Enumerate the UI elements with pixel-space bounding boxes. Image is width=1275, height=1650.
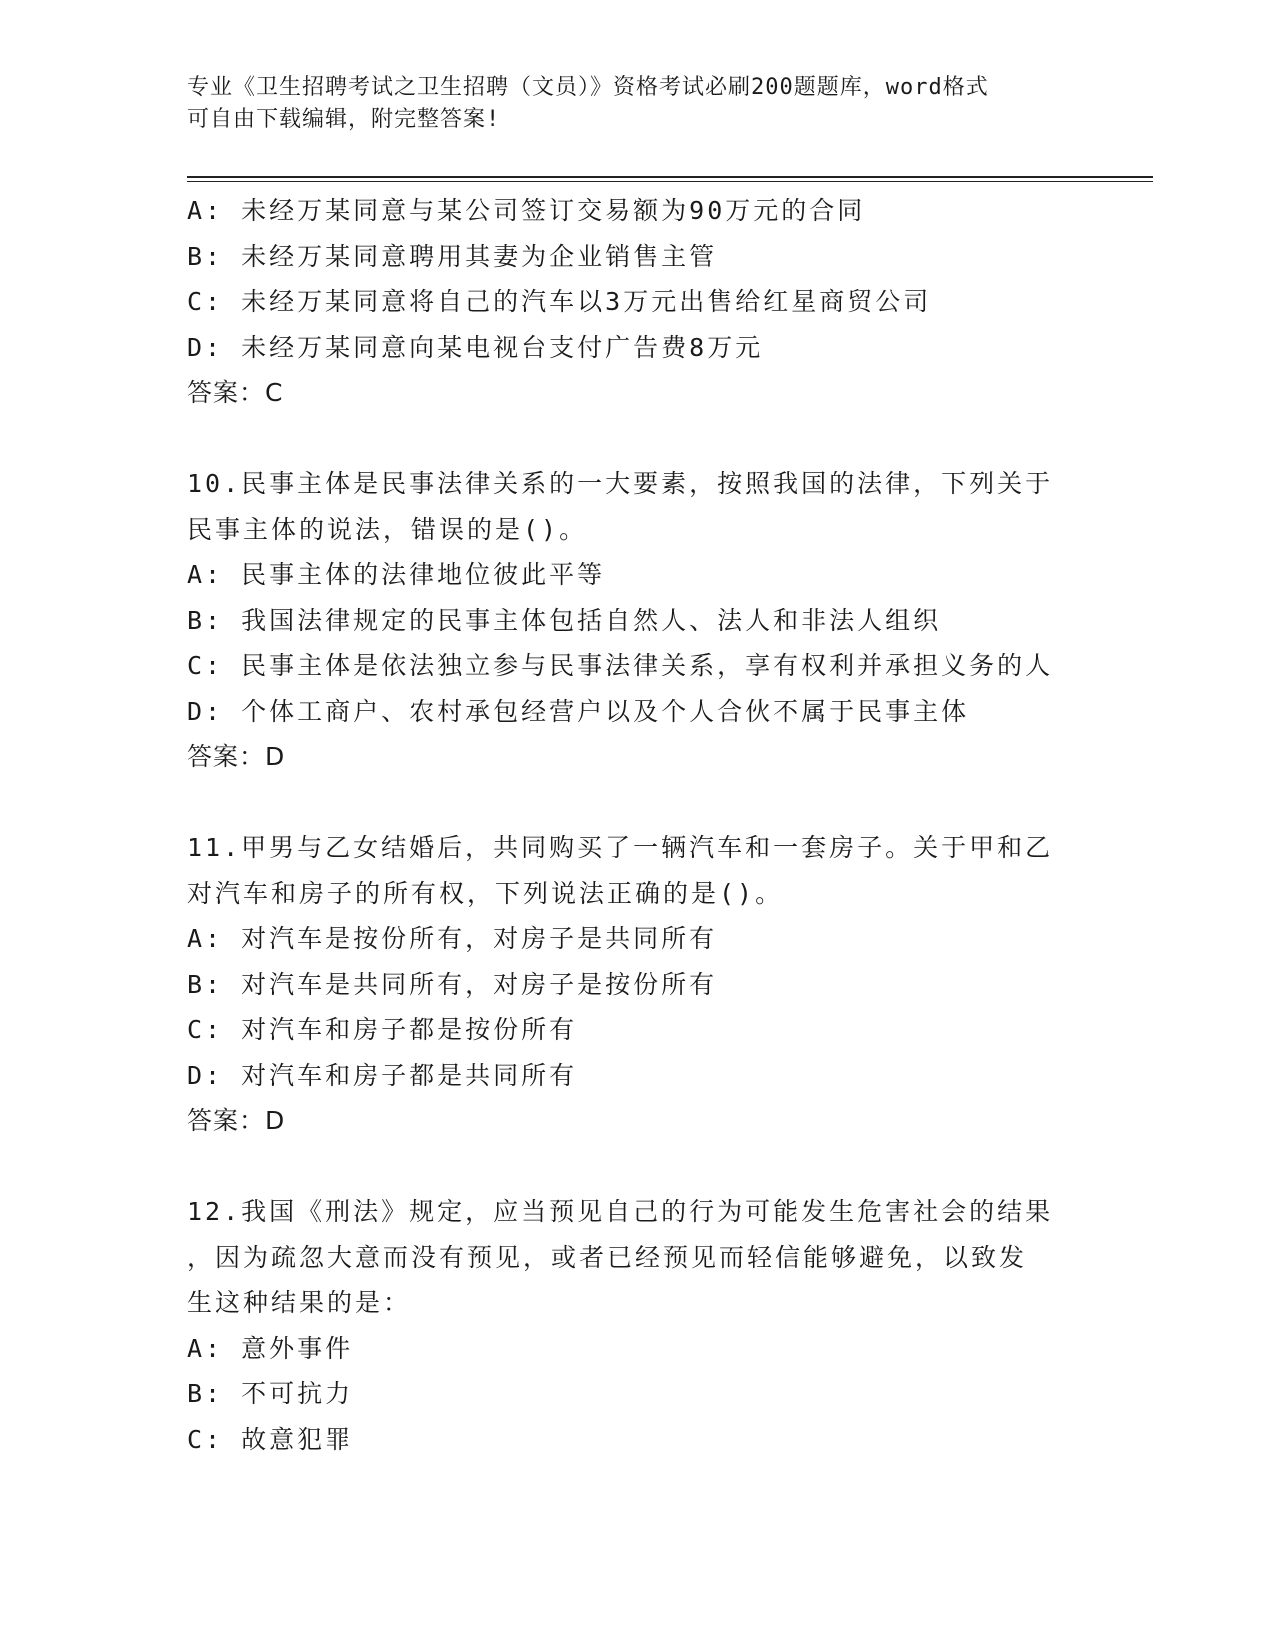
answer-line: 答案：D bbox=[187, 742, 286, 771]
header-rule-thick bbox=[187, 176, 1153, 178]
question-spacer bbox=[187, 416, 1087, 462]
question-stem-line: 10.民事主体是民事法律关系的一大要素，按照我国的法律，下列关于 bbox=[187, 469, 1054, 498]
option-a: A: 对汽车是按份所有，对房子是共同所有 bbox=[187, 924, 718, 953]
question-stem-line: ，因为疏忽大意而没有预见，或者已经预见而轻信能够避免，以致发 bbox=[187, 1242, 1028, 1272]
option-c: C: 未经万某同意将自己的汽车以3万元出售给红星商贸公司 bbox=[187, 287, 932, 316]
question-stem-line: 12.我国《刑法》规定，应当预见自己的行为可能发生危害社会的结果 bbox=[187, 1197, 1054, 1226]
question-stem-line: 民事主体的说法，错误的是()。 bbox=[187, 514, 588, 544]
question-block bbox=[187, 1189, 1087, 1462]
question-list bbox=[187, 188, 1087, 1462]
option-a: A: 未经万某同意与某公司签订交易额为90万元的合同 bbox=[187, 196, 866, 225]
header-line-2: 可自由下载编辑，附完整答案! bbox=[187, 107, 501, 132]
option-b: B: 未经万某同意聘用其妻为企业销售主管 bbox=[187, 241, 718, 271]
option-c: C: 故意犯罪 bbox=[187, 1424, 354, 1454]
option-a: A: 民事主体的法律地位彼此平等 bbox=[187, 560, 606, 589]
header-line-1: 专业《卫生招聘考试之卫生招聘（文员）》资格考试必刷200题题库，word格式 bbox=[187, 75, 989, 100]
option-c: C: 民事主体是依法独立参与民事法律关系，享有权利并承担义务的人 bbox=[187, 651, 1054, 680]
option-d: D: 个体工商户、农村承包经营户以及个人合伙不属于民事主体 bbox=[187, 696, 970, 726]
answer-line: 答案：D bbox=[187, 1106, 286, 1135]
option-b: B: 我国法律规定的民事主体包括自然人、法人和非法人组织 bbox=[187, 605, 942, 635]
question-stem-line: 生这种结果的是： bbox=[187, 1288, 412, 1317]
option-d: D: 未经万某同意向某电视台支付广告费8万元 bbox=[187, 332, 764, 362]
answer-line: 答案：C bbox=[187, 378, 284, 407]
question-block bbox=[187, 461, 1087, 780]
option-d: D: 对汽车和房子都是共同所有 bbox=[187, 1060, 578, 1090]
option-b: B: 不可抗力 bbox=[187, 1379, 354, 1408]
option-c: C: 对汽车和房子都是按份所有 bbox=[187, 1015, 578, 1044]
question-block bbox=[187, 188, 1087, 416]
question-spacer bbox=[187, 1144, 1087, 1190]
header-rule-thin bbox=[187, 181, 1153, 182]
question-block bbox=[187, 825, 1087, 1144]
option-b: B: 对汽车是共同所有，对房子是按份所有 bbox=[187, 969, 718, 999]
question-stem-line: 对汽车和房子的所有权，下列说法正确的是()。 bbox=[187, 878, 784, 908]
document-header bbox=[187, 72, 1087, 136]
question-stem-line: 11.甲男与乙女结婚后，共同购买了一辆汽车和一套房子。关于甲和乙 bbox=[187, 833, 1054, 862]
question-spacer bbox=[187, 780, 1087, 826]
option-a: A: 意外事件 bbox=[187, 1333, 354, 1363]
